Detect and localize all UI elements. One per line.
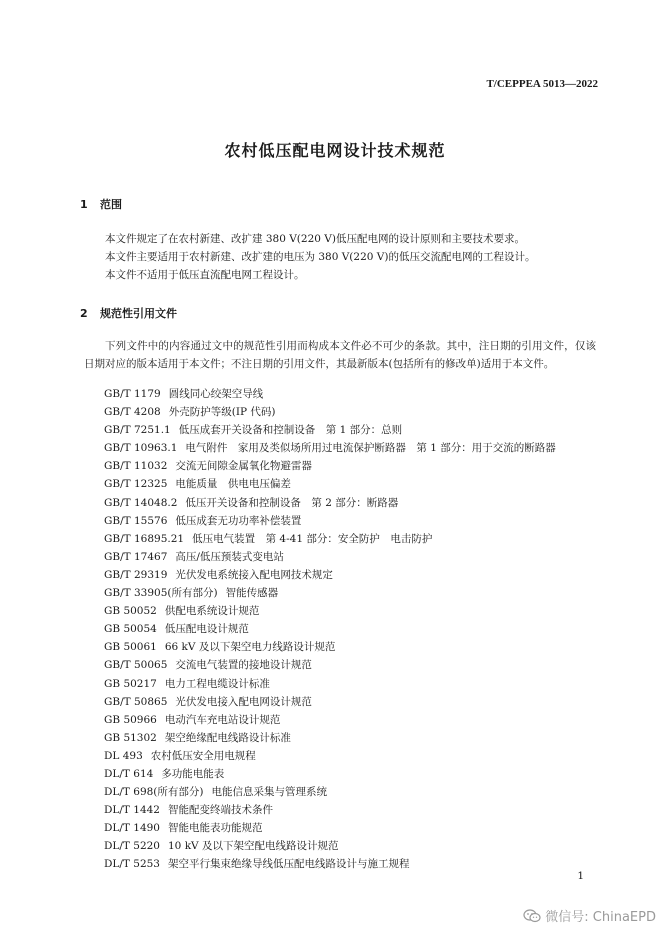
reference-item [104,675,556,693]
reference-title: 低压开关设备和控制设备 第 2 部分：断路器 [185,496,399,509]
reference-title: 电能质量 供电电压偏差 [175,478,291,491]
standard-code: T/CEPPEA 5013—2022 [486,78,598,90]
section-title: 规范性引用文件 [100,307,177,320]
reference-title: 架空绝缘配电线路设计标准 [164,731,291,744]
reference-item [104,693,556,711]
reference-item [104,584,556,602]
section-2-para-1: 下列文件中的内容通过文中的规范性引用而构成本文件必不可少的条款。其中，注日期的引用文件，仅该日期对应的版本适用于本文件；不注日期的引用文件，其最新版本(包括所有的修改单)适用于本文件。 [84,340,596,370]
reference-title: 架空平行集束绝缘导线低压配电线路设计与施工规程 [168,858,410,871]
reference-code: GB 50054 [104,623,157,636]
reference-title: 低压配电设计规范 [164,623,249,636]
reference-code: GB 50052 [104,605,157,618]
page-number: 1 [577,870,584,882]
section-1-para-2: 本文件主要适用于农村新建、改扩建的电压为 380 V(220 V)的低压交流配电网的工程设计。 [105,251,536,263]
reference-code: DL/T 5220 [104,840,160,853]
reference-title: 交流无间隙金属氧化物避雷器 [175,460,312,473]
reference-code: GB 50061 [104,641,157,654]
watermark [523,906,656,925]
reference-code: GB/T 11032 [104,460,168,473]
reference-title: 外壳防护等级(IP 代码) [168,406,276,419]
reference-item [104,530,556,548]
section-1-para-1: 本文件规定了在农村新建、改扩建 380 V(220 V)低压配电网的设计原则和主要技术要求。 [105,233,525,245]
reference-title: 高压/低压预装式变电站 [175,550,284,563]
reference-title: 农村低压安全用电规程 [150,749,256,762]
reference-item [104,819,556,837]
reference-code: GB/T 12325 [104,478,168,491]
reference-code: GB 50966 [104,713,157,726]
reference-title: 10 kV 及以下架空配电线路设计规范 [168,840,339,853]
reference-code: DL 493 [104,749,143,762]
reference-code: GB/T 14048.2 [104,496,178,509]
reference-code: GB/T 50065 [104,659,168,672]
reference-code: GB/T 1179 [104,388,161,400]
reference-code: GB/T 17467 [104,550,168,563]
section-1-heading [80,196,122,212]
reference-item [104,765,556,783]
reference-item [104,783,556,801]
watermark-text: 微信号: ChinaEPD [545,910,656,925]
section-2-heading [80,305,177,321]
reference-title: 低压成套开关设备和控制设备 第 1 部分：总则 [178,424,403,437]
reference-item [104,403,556,421]
reference-code: DL/T 614 [104,767,154,780]
reference-title: 低压电气装置 第 4-41 部分：安全防护 电击防护 [192,532,433,545]
reference-code: DL/T 5253 [104,858,160,871]
reference-code: GB/T 29319 [104,568,168,581]
reference-code: DL/T 1490 [104,822,160,835]
reference-title: 电动汽车充电站设计规范 [164,713,281,726]
reference-code: DL/T 1442 [104,804,160,817]
reference-item [104,548,556,566]
reference-code: GB/T 16895.21 [104,532,185,545]
reference-code: GB 51302 [104,731,157,744]
reference-item [104,801,556,819]
reference-code: GB/T 7251.1 [104,424,171,437]
reference-item [104,729,556,747]
reference-code: DL/T 698(所有部分) [104,786,204,799]
document-title: 农村低压配电网设计技术规范 [224,141,446,160]
reference-title: 交流电气装置的接地设计规范 [175,659,312,672]
reference-code: GB/T 4208 [104,406,161,419]
reference-item [104,855,556,873]
reference-title: 电气附件 家用及类似场所用过电流保护断路器 第 1 部分：用于交流的断路器 [185,442,556,455]
reference-code: GB 50217 [104,677,157,690]
reference-item [104,494,556,512]
reference-item [104,837,556,855]
reference-item [104,566,556,584]
reference-item [104,711,556,729]
reference-item [104,421,556,439]
reference-item [104,620,556,638]
reference-title: 低压成套无功功率补偿装置 [175,514,302,527]
reference-item [104,656,556,674]
reference-list [104,385,556,874]
reference-item [104,602,556,620]
reference-title: 圆线同心绞架空导线 [168,388,264,400]
reference-title: 66 kV 及以下架空电力线路设计规范 [164,641,336,654]
section-number: 1 [80,198,88,211]
reference-item [104,457,556,475]
reference-code: GB/T 33905(所有部分) [104,587,218,600]
reference-title: 智能传感器 [225,587,279,600]
section-number: 2 [80,307,88,320]
reference-item [104,385,556,403]
reference-title: 智能电能表功能规范 [168,822,263,835]
wechat-icon [523,909,541,923]
reference-item [104,638,556,656]
reference-item [104,475,556,493]
section-title: 范围 [100,198,122,211]
reference-code: GB/T 10963.1 [104,442,178,455]
reference-title: 多功能电能表 [161,767,225,780]
reference-title: 电力工程电缆设计标准 [164,677,270,690]
reference-title: 供配电系统设计规范 [164,605,260,618]
reference-code: GB/T 15576 [104,514,168,527]
reference-title: 光伏发电系统接入配电网技术规定 [175,568,333,581]
reference-item [104,747,556,765]
reference-code: GB/T 50865 [104,695,168,708]
reference-title: 智能配变终端技术条件 [168,804,273,817]
reference-item [104,439,556,457]
reference-item [104,512,556,530]
reference-title: 电能信息采集与管理系统 [211,786,328,799]
reference-title: 光伏发电接入配电网设计规范 [175,695,312,708]
section-1-para-3: 本文件不适用于低压直流配电网工程设计。 [105,269,305,281]
